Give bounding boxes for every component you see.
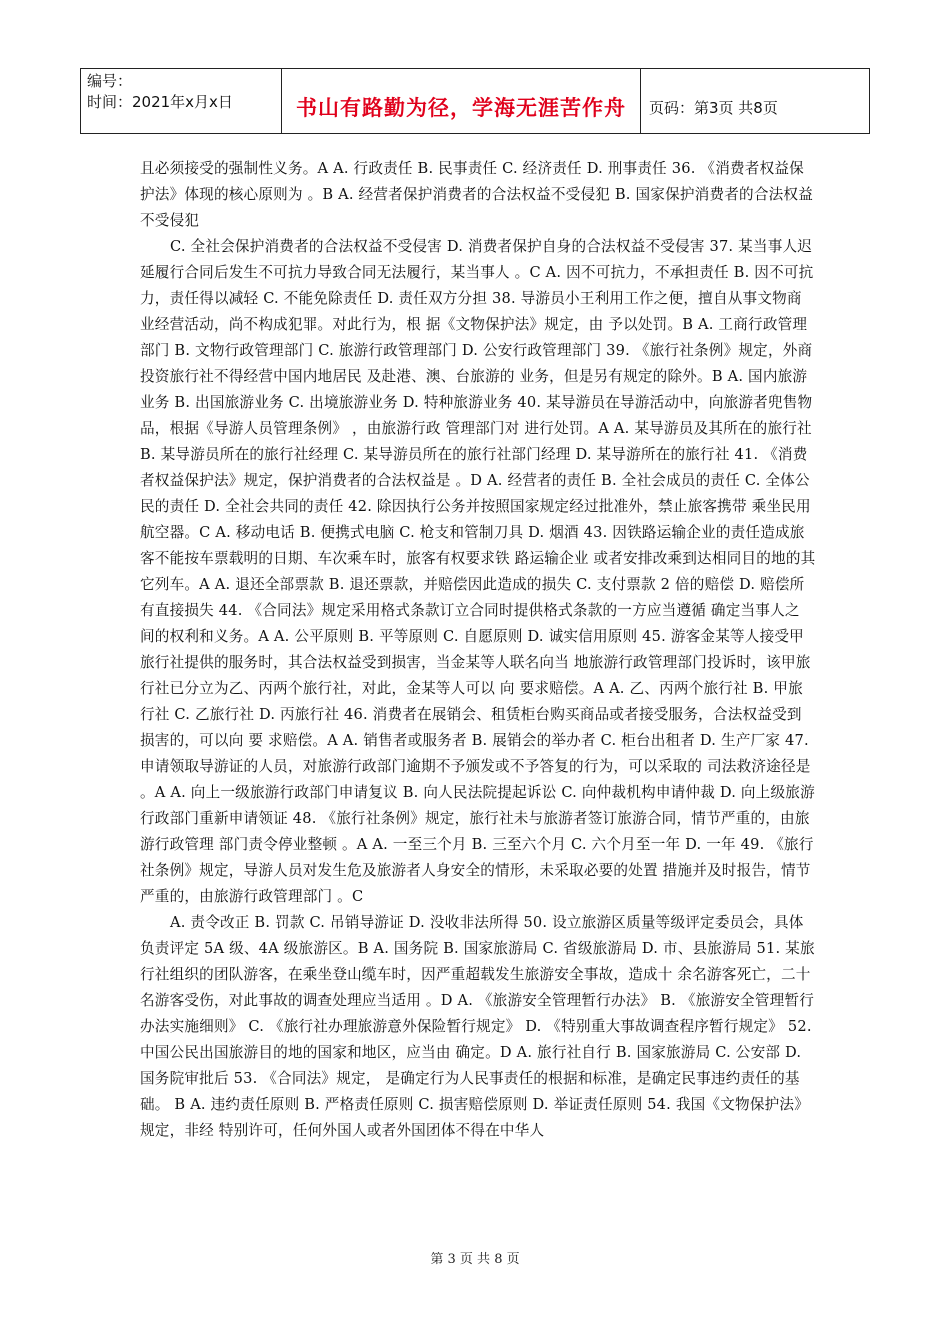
page-header [80,68,870,134]
body-paragraph: C. 全社会保护消费者的合法权益不受侵害 D. 消费者保护自身的合法权益不受侵害 37. 某当事人迟延履行合同后发生不可抗力导致合同无法履行，某当事人 。C A. 因不可抗力，不承担责任 B. 因不可抗力，责任得以减轻 C. 不能免除责任 D. 责任双方分担 38. 导游员小王利用工作之便，擅自从事文物商业经营活动，尚不构成犯罪。对此行为，根 据《文物保护法》规定，由 予以处罚。B A. 工商行政管理部门 B. 文物行政管理部门 C. 旅游行政管理部门 D. 公安行政管理部门 39. 《旅行社条例》规定，外商投资旅行社不得经营中国内地居民 及赴港、澳、台旅游的 业务，但是另有规定的除外。B A. 国内旅游业务 B. 出国旅游业务 C. 出境旅游业务 D. 特种旅游业务 40. 某导游员在导游活动中，向旅游者兜售物品，根据《导游人员管理条例》 ，由旅游行政 管理部门对 进行处罚。A A. 某导游员及其所在的旅行社 B. 某导游员所在的旅行社经理 C. 某导游员所在的旅行社部门经理 D. 某导游所在的旅行社 41. 《消费者权益保护法》规定，保护消费者的合法权益是 。D A. 经营者的责任 B. 全社会成员的责任 C. 全体公民的责任 D. 全社会共同的责任 42. 除因执行公务并按照国家规定经过批准外，禁止旅客携带 乘坐民用航空器。C A. 移动电话 B. 便携式电脑 C. 枪支和管制刀具 D. 烟酒 43. 因铁路运输企业的责任造成旅客不能按车票载明的日期、车次乘车时，旅客有权要求铁 路运输企业 或者安排改乘到达相同目的地的其它列车。A A. 退还全部票款 B. 退还票款，并赔偿因此造成的损失 C. 支付票款 2 倍的赔偿 D. 赔偿所有直接损失 44. 《合同法》规定采用格式条款订立合同时提供格式条款的一方应当遵循 确定当事人之 间的权利和义务。A A. 公平原则 B. 平等原则 C. 自愿原则 D. 诚实信用原则 45. 游客金某等人接受甲旅行社提供的服务时，其合法权益受到损害，当金某等人联名向当 地旅游行政管理部门投诉时，该甲旅行社已分立为乙、丙两个旅行社，对此，金某等人可以 向 要求赔偿。A A. 乙、丙两个旅行社 B. 甲旅行社 C. 乙旅行社 D. 丙旅行社 46. 消费者在展销会、租赁柜台购买商品或者接受服务，合法权益受到损害的，可以向 要 求赔偿。A A. 销售者或服务者 B. 展销会的举办者 C. 柜台出租者 D. 生产厂家 47. 申请领取导游证的人员，对旅游行政部门逾期不予颁发或不予答复的行为，可以采取的 司法救济途径是 。A A. 向上一级旅游行政部门申请复议 B. 向人民法院提起诉讼 C. 向仲裁机构申请仲裁 D. 向上级旅游行政部门重新申请领证 48. 《旅行社条例》规定，旅行社未与旅游者签订旅游合同，情节严重的，由旅游行政管理 部门责令停业整顿 。A A. 一至三个月 B. 三至六个月 C. 六个月至一年 D. 一年 49. 《旅行社条例》规定，导游人员对发生危及旅游者人身安全的情形，未采取必要的处置 措施并及时报告，情节严重的，由旅游行政管理部门 。C [140,238,816,905]
document-number-label: 编号： [87,72,133,90]
header-meta [81,69,281,133]
body-paragraph: A. 责令改正 B. 罚款 C. 吊销导游证 D. 没收非法所得 50. 设立旅游区质量等级评定委员会，具体负责评定 5A 级、4A 级旅游区。B A. 国务院 B. 国家旅游局 C. 省级旅游局 D. 市、县旅游局 51. 某旅行社组织的团队游客，在乘坐登山缆车时，因严重超载发生旅游安全事故，造成十 余名游客死亡，二十名游客受伤，对此事故的调查处理应当适用 。D A. 《旅游安全管理暂行办法》 B. 《旅游安全管理暂行办法实施细则》 C. 《旅行社办理旅游意外保险暂行规定》 D. 《特别重大事故调查程序暂行规定》 52. 中国公民出国旅游目的地的国家和地区，应当由 确定。D A. 旅行社自行 B. 国家旅游局 C. 公安部 D. 国务院审批后 53. 《合同法》规定， 是确定行为人民事责任的根据和标准，是确定民事违约责任的基础。 B A. 违约责任原则 B. 严格责任原则 C. 损害赔偿原则 D. 举证责任原则 54. 我国《文物保护法》规定，非经 特别许可，任何外国人或者外国团体不得在中华人 [140,914,815,1139]
header-motto: 书山有路勤为径，学海无涯苦作舟 [281,69,641,133]
body-paragraph: 且必须接受的强制性义务。A A. 行政责任 B. 民事责任 C. 经济责任 D. 刑事责任 36. 《消费者权益保护法》体现的核心原则为 。B A. 经营者保护消费者的合法权益不受侵犯 B. 国家保护消费者的合法权益不受侵犯 [140,160,814,229]
document-date: 时间：2021年x月x日 [87,93,233,111]
page-footer: 第 3 页 共 8 页 [430,1252,520,1267]
document-body [140,156,816,1144]
header-page-number: 页码：第3页 共8页 [649,98,778,117]
